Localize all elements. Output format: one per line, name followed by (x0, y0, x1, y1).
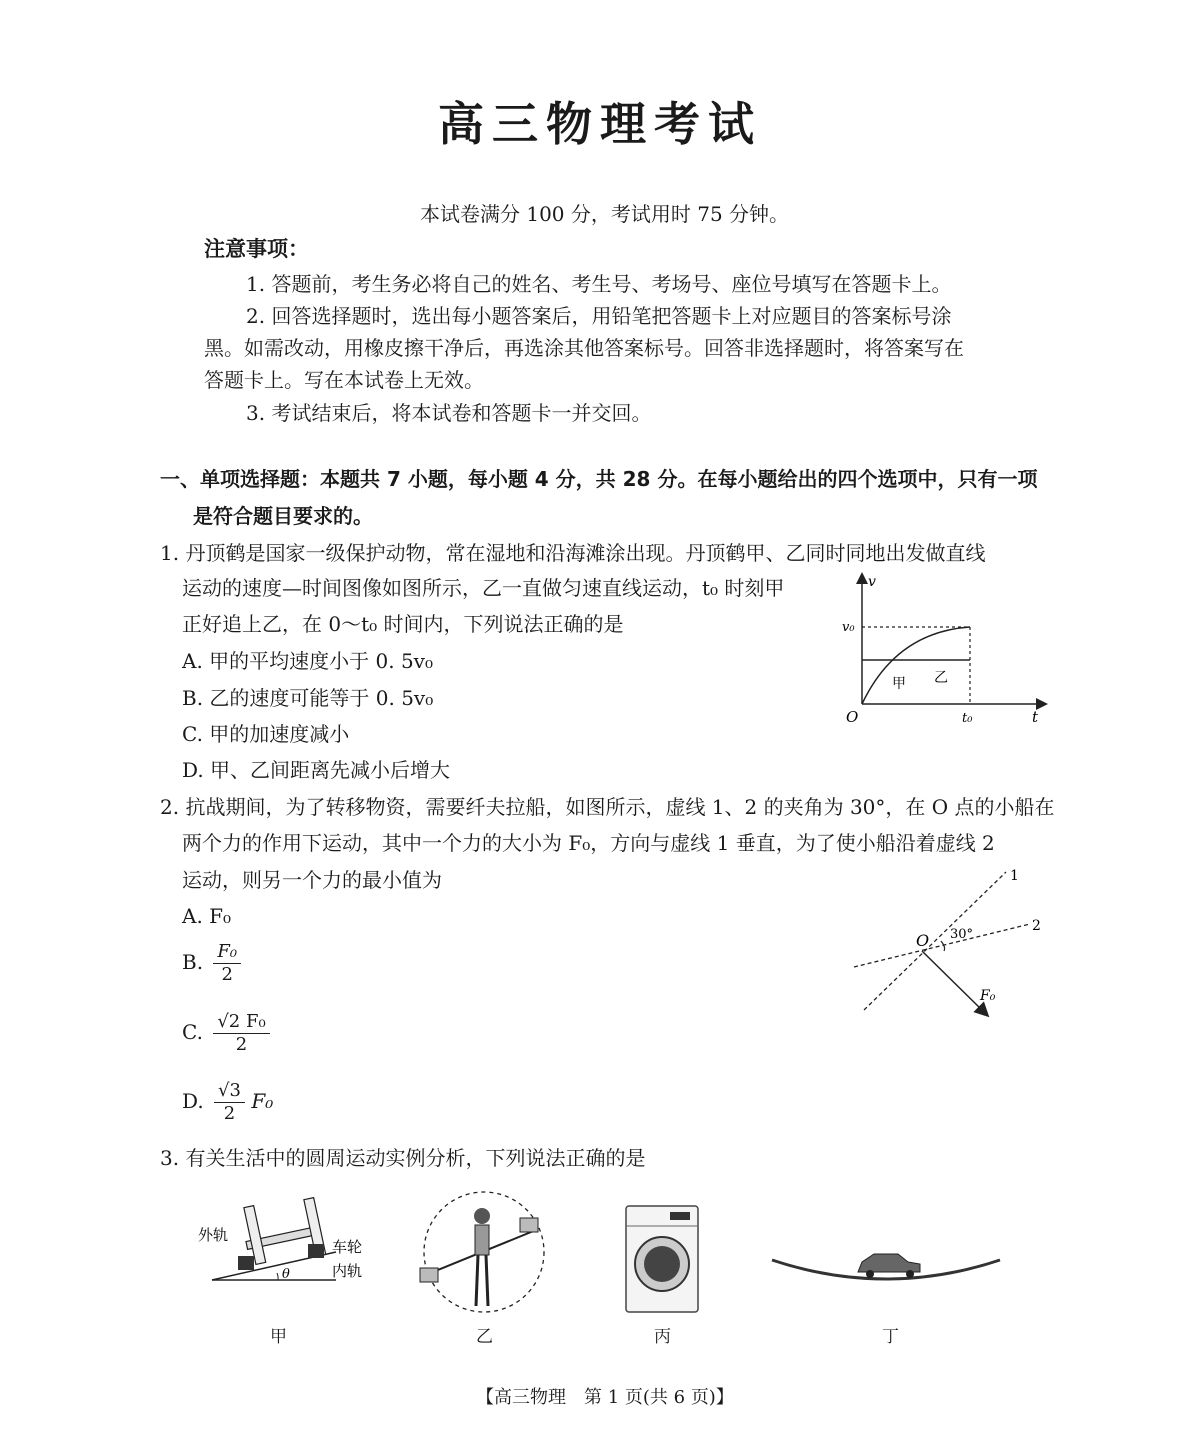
section-heading: 一、单项选择题：本题共 7 小题，每小题 4 分，共 28 分。在每小题给出的四个选项中，只有一项 (160, 467, 1038, 491)
q2-stem: 运动，则另一个力的最小值为 (182, 868, 442, 892)
q1-vt-graph (836, 570, 1050, 730)
q1-option-b: B. 乙的速度可能等于 0. 5v₀ (182, 686, 434, 710)
page-footer: 【高三物理 第 1 页(共 6 页)】 (476, 1387, 734, 1408)
angle-label: 30° (950, 927, 974, 942)
origin-label: O (846, 708, 859, 726)
q1-stem: 运动的速度—时间图像如图所示，乙一直做匀速直线运动，t₀ 时刻甲 (182, 576, 785, 600)
car-body (858, 1254, 920, 1272)
q3-caption-bing: 丙 (654, 1327, 671, 1347)
q2-stem: 两个力的作用下运动，其中一个力的大小为 F₀，方向与虚线 1 垂直，为了使小船沿着虚线 2 (182, 831, 995, 855)
washer-drum (644, 1246, 680, 1282)
q2-force-diagram (846, 864, 1050, 1020)
q2-stem: 2. 抗战期间，为了转移物资，需要纤夫拉船，如图所示，虚线 1、2 的夹角为 30°，在 O 点的小船在 (160, 795, 1055, 819)
person-head (474, 1208, 490, 1224)
exam-intro: 本试卷满分 100 分，考试用时 75 分钟。 (420, 202, 790, 226)
v0-label: v₀ (842, 620, 855, 635)
fraction (214, 1080, 245, 1125)
fraction-denominator: 2 (235, 1034, 248, 1055)
fraction-numerator: √3 (214, 1080, 245, 1103)
q3-caption-yi: 乙 (476, 1327, 493, 1347)
angle-arc (941, 941, 945, 951)
q1-option-c: C. 甲的加速度减小 (182, 722, 350, 746)
q2-option-b (182, 941, 241, 986)
person-body (475, 1225, 489, 1255)
fraction (213, 1011, 269, 1056)
fraction-numerator: √2 F₀ (213, 1011, 269, 1034)
q1-option-a: A. 甲的平均速度小于 0. 5v₀ (182, 649, 433, 673)
q3-figure-yi-person (414, 1188, 554, 1318)
wheel-label: 车轮 (332, 1238, 363, 1256)
theta-label: θ (282, 1267, 290, 1282)
q2-option-d-suffix: F₀ (251, 1089, 274, 1113)
q2-option-c (182, 1011, 270, 1056)
t0-label: t₀ (962, 711, 973, 726)
point-o-label: O (916, 931, 930, 950)
outer-wheel (244, 1206, 266, 1265)
person-leg (486, 1255, 488, 1306)
q2-option-b-prefix: B. (182, 950, 204, 974)
curve-jia (862, 627, 970, 704)
display (670, 1212, 690, 1220)
notice-item: 1. 答题前，考生务必将自己的姓名、考生号、考场号、座位号填写在答题卡上。 (246, 272, 952, 296)
q2-option-d-prefix: D. (182, 1089, 204, 1113)
q2-option-a: A. F₀ (182, 904, 232, 928)
car-wheel (906, 1270, 914, 1278)
notice-item: 黑。如需改动，用橡皮擦干净后，再选涂其他答案标号。回答非选择题时，将答案写在 (204, 336, 964, 360)
person-leg (476, 1255, 478, 1306)
line-1-label: 1 (1010, 868, 1019, 884)
force-label: F₀ (980, 988, 996, 1004)
v-axis-label: v (868, 574, 876, 590)
line-2-label: 2 (1032, 918, 1041, 934)
q3-figure-ding-car (770, 1238, 1002, 1288)
fraction (213, 941, 241, 986)
q1-option-d: D. 甲、乙间距离先减小后增大 (182, 758, 451, 782)
q2-option-d (182, 1080, 273, 1125)
bucket-right (520, 1218, 538, 1232)
q2-option-c-prefix: C. (182, 1020, 203, 1044)
jia-label: 甲 (892, 676, 906, 692)
q3-figure-jia-rails (194, 1196, 374, 1292)
q3-figure-bing-washer (624, 1204, 700, 1314)
fraction-denominator: 2 (221, 964, 233, 985)
outer-rail-block (238, 1256, 254, 1270)
q1-stem: 正好追上乙，在 0～t₀ 时间内，下列说法正确的是 (182, 612, 624, 636)
q3-caption-jia: 甲 (270, 1327, 287, 1347)
section-heading-cont: 是符合题目要求的。 (193, 504, 373, 528)
q3-caption-ding: 丁 (882, 1327, 899, 1347)
car-wheel (866, 1270, 874, 1278)
notice-heading: 注意事项： (204, 237, 309, 261)
theta-arc (277, 1273, 278, 1280)
dashed-line-2 (854, 924, 1030, 967)
yi-label: 乙 (934, 670, 948, 686)
outer-rail-label: 外轨 (198, 1226, 229, 1244)
t-axis-label: t (1032, 708, 1039, 726)
fraction-numerator: F₀ (213, 941, 241, 964)
fraction-denominator: 2 (223, 1103, 236, 1124)
notice-item: 2. 回答选择题时，选出每小题答案后，用铅笔把答题卡上对应题目的答案标号涂 (246, 304, 952, 328)
q1-stem: 1. 丹顶鹤是国家一级保护动物，常在湿地和沿海滩涂出现。丹顶鹤甲、乙同时同地出发做直线 (160, 541, 986, 565)
bucket-left (420, 1268, 438, 1282)
q3-stem: 3. 有关生活中的圆周运动实例分析，下列说法正确的是 (160, 1146, 646, 1170)
force-f0-arrow (922, 951, 984, 1012)
notice-item: 答题卡上。写在本试卷上无效。 (204, 368, 484, 392)
inner-rail-block (308, 1244, 324, 1258)
notice-item: 3. 考试结束后，将本试卷和答题卡一并交回。 (246, 401, 652, 425)
inner-rail-label: 内轨 (332, 1262, 363, 1280)
page-title: 高三物理考试 (438, 97, 762, 151)
